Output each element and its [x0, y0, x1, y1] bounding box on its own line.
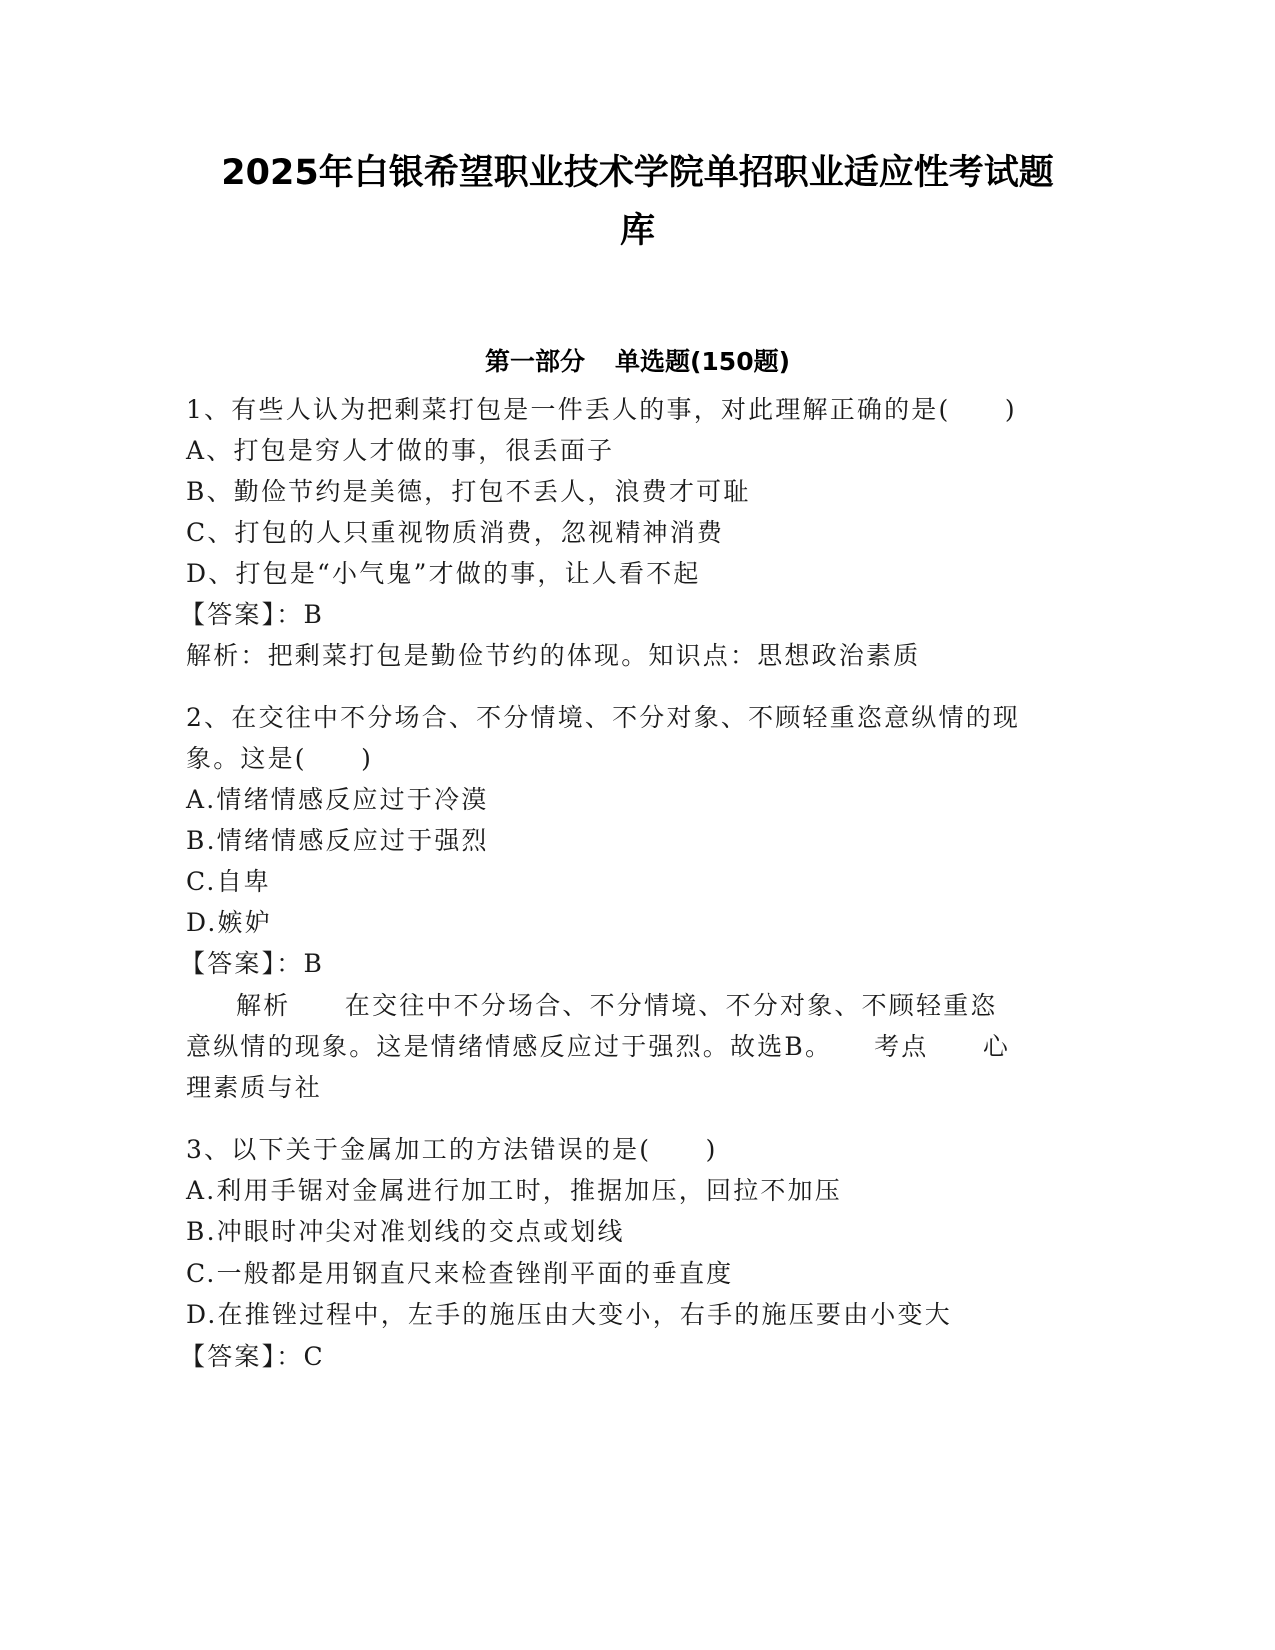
document-title-line-1: 2025年白银希望职业技术学院单招职业适应性考试题 [221, 153, 1054, 193]
question-3-answer: 【答案】：C [180, 1342, 325, 1371]
question-2-stem-line-1: 2、在交往中不分场合、不分情境、不分对象、不顾轻重恣意纵情的现 [186, 703, 1021, 732]
question-1-option-b: B、勤俭节约是美德，打包不丢人，浪费才可耻 [186, 477, 751, 506]
question-1-option-c: C、打包的人只重视物质消费，忽视精神消费 [186, 518, 725, 547]
question-2-answer: 【答案】：B [180, 949, 325, 978]
section-name: 单选题(150题) [614, 347, 791, 376]
question-3-option-c: C.一般都是用钢直尺来检查锉削平面的垂直度 [186, 1259, 734, 1288]
question-1-stem: 1、有些人认为把剩菜打包是一件丢人的事，对此理解正确的是( ) [186, 395, 1017, 424]
section-part: 第一部分 [484, 347, 585, 376]
question-1-option-a: A、打包是穷人才做的事，很丢面子 [186, 436, 615, 465]
question-2-analysis-line-3: 理素质与社 [186, 1073, 323, 1102]
question-1-analysis: 解析：把剩菜打包是勤俭节约的体现。知识点：思想政治素质 [186, 641, 921, 670]
question-2-analysis-line-1: 解析 在交往中不分场合、不分情境、不分对象、不顾轻重恣 [236, 991, 998, 1020]
document-title-line-2: 库 [619, 211, 655, 251]
question-1-option-d: D、打包是“小气鬼”才做的事，让人看不起 [186, 559, 701, 588]
question-3-option-a: A.利用手锯对金属进行加工时，推据加压，回拉不加压 [186, 1176, 843, 1205]
question-2-option-c: C.自卑 [186, 867, 271, 896]
question-2-option-d: D.嫉妒 [186, 908, 272, 937]
question-1-answer: 【答案】：B [180, 600, 325, 629]
section-heading [160, 344, 1115, 380]
question-3-stem: 3、以下关于金属加工的方法错误的是( ) [186, 1135, 718, 1164]
question-2-option-b: B.情绪情感反应过于强烈 [186, 826, 489, 855]
question-2-analysis-line-2: 意纵情的现象。这是情绪情感反应过于强烈。故选B。 考点 心 [186, 1032, 1011, 1061]
question-2-stem-line-2: 象。这是( ) [186, 744, 374, 773]
question-3-option-d: D.在推锉过程中，左手的施压由大变小，右手的施压要由小变大 [186, 1300, 952, 1329]
question-3-option-b: B.冲眼时冲尖对准划线的交点或划线 [186, 1217, 625, 1246]
question-2-option-a: A.情绪情感反应过于冷漠 [186, 785, 489, 814]
